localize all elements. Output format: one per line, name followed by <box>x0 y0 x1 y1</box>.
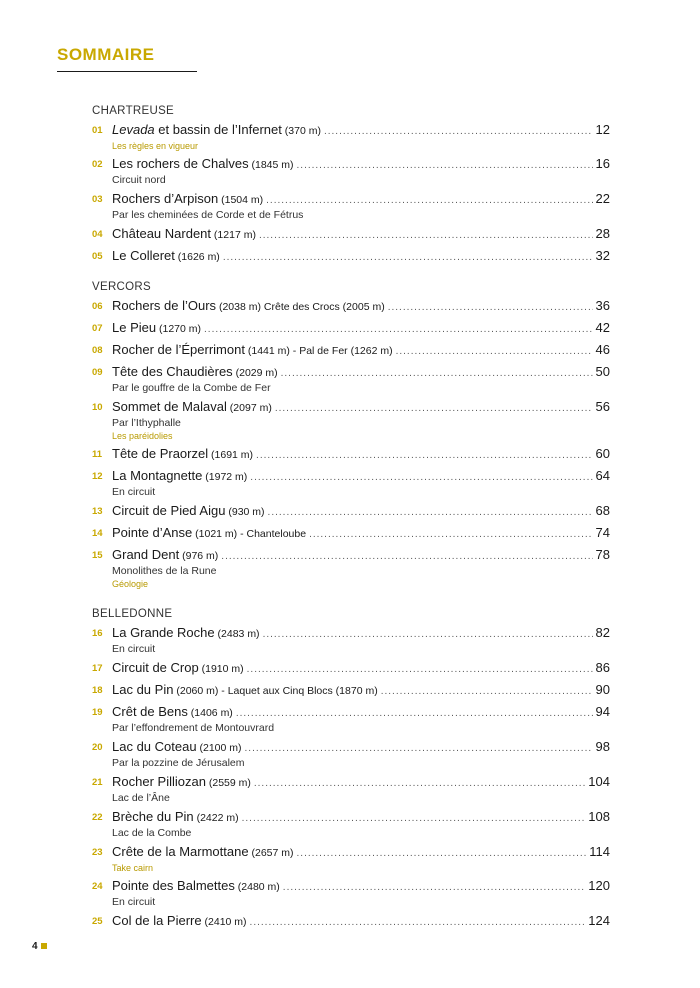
entry-title <box>92 660 244 677</box>
entry-altitude: (1217 m) <box>211 229 256 241</box>
entry-title <box>92 248 220 265</box>
entry-page-number: 108 <box>588 809 610 824</box>
entry-altitude: (976 m) <box>179 550 219 562</box>
dot-leader <box>281 366 593 382</box>
entry-title <box>92 342 393 359</box>
entry-number: 12 <box>92 471 103 482</box>
toc-entry[interactable] <box>92 625 610 656</box>
dot-leader <box>263 627 593 643</box>
dot-leader <box>297 846 587 862</box>
entry-title-text: Crête de la Marmottane <box>112 844 249 859</box>
entry-number: 24 <box>92 881 103 892</box>
entry-subtitle: Monolithes de la Rune <box>112 565 217 577</box>
dot-leader <box>242 811 586 827</box>
entry-altitude: (2029 m) <box>232 367 278 379</box>
entry-row <box>92 364 610 382</box>
entry-title-text: La Grande Roche <box>112 625 215 640</box>
entry-altitude: (2483 m) <box>214 628 260 640</box>
entry-row <box>92 503 610 521</box>
entry-page-number: 124 <box>588 913 610 928</box>
entry-title-text: Pointe des Balmettes <box>112 878 235 893</box>
entry-page-number: 36 <box>595 298 610 313</box>
entry-altitude: (1441 m) - Pal de Fer (1262 m) <box>244 345 393 357</box>
entry-title-text: Circuit de Pied Aigu <box>112 503 226 518</box>
entry-subtitle: Par l’Ithyphalle <box>112 417 181 429</box>
entry-altitude: (2097 m) <box>226 402 272 414</box>
entry-subtitle: Circuit nord <box>112 174 166 186</box>
entry-title-rest: et bassin de l’Infernet <box>154 122 282 137</box>
entry-page-number: 56 <box>595 399 610 414</box>
entry-number: 20 <box>92 742 103 753</box>
dot-leader <box>324 124 593 140</box>
entry-theme-tag: Les paréidolies <box>112 431 173 441</box>
entry-altitude: (1972 m) <box>202 471 248 483</box>
entry-altitude: (930 m) <box>225 506 265 518</box>
entry-theme-tag: Take cairn <box>112 863 154 873</box>
entry-number: 10 <box>92 402 103 413</box>
entry-row <box>92 774 610 792</box>
entry-row <box>92 525 610 543</box>
dot-leader <box>396 344 593 360</box>
toc-entry[interactable] <box>92 226 610 244</box>
dot-leader <box>221 549 592 565</box>
entry-title <box>92 625 260 642</box>
entry-title <box>92 547 218 564</box>
entry-row <box>92 226 610 244</box>
entry-title <box>92 844 294 861</box>
entry-altitude: (2410 m) <box>201 916 247 928</box>
toc-entry[interactable] <box>92 739 610 770</box>
toc-entry[interactable] <box>92 547 610 590</box>
entry-row <box>92 468 610 486</box>
toc-entry[interactable] <box>92 468 610 499</box>
entry-title <box>92 156 294 173</box>
entry-title-text: Grand Dent <box>112 547 180 562</box>
entry-number: 08 <box>92 345 103 356</box>
toc-entry[interactable] <box>92 156 610 187</box>
entry-page-number: 74 <box>595 525 610 540</box>
entry-row <box>92 682 610 700</box>
page-number: 4 <box>32 941 38 952</box>
dot-leader <box>297 158 593 174</box>
entry-altitude: (1406 m) <box>187 707 233 719</box>
entry-row <box>92 660 610 678</box>
entry-number: 17 <box>92 663 103 674</box>
dot-leader <box>259 228 593 244</box>
toc-entry[interactable] <box>92 298 610 316</box>
entry-title-text: Pointe d’Anse <box>112 525 193 540</box>
entry-altitude: (1845 m) <box>248 159 294 171</box>
dot-leader <box>204 322 593 338</box>
entry-row <box>92 342 610 360</box>
entry-title <box>92 739 242 756</box>
table-of-contents <box>92 104 610 935</box>
entry-altitude: (1504 m) <box>218 194 264 206</box>
entry-subtitle: En circuit <box>112 643 156 655</box>
dot-leader <box>256 448 592 464</box>
toc-entry[interactable] <box>92 399 610 442</box>
page-title: SOMMAIRE <box>57 45 155 64</box>
entry-title-text: Tête de Praorzel <box>112 446 209 461</box>
entry-page-number: 94 <box>595 704 610 719</box>
toc-entry[interactable] <box>92 774 610 805</box>
toc-entry[interactable] <box>92 191 610 222</box>
entry-page-number: 104 <box>588 774 610 789</box>
entry-title-text: Lac du Pin <box>112 682 174 697</box>
entry-number: 11 <box>92 449 103 460</box>
entry-subtitle: Par l’effondrement de Montouvrard <box>112 722 275 734</box>
entry-number: 04 <box>92 229 103 240</box>
entry-subtitle: Par le gouffre de la Combe de Fer <box>112 382 271 394</box>
entry-title <box>92 364 278 381</box>
entry-row <box>92 248 610 266</box>
entry-title-text: Rocher Pilliozan <box>112 774 206 789</box>
entry-page-number: 68 <box>595 503 610 518</box>
entry-title-text: Lac du Coteau <box>112 739 197 754</box>
entry-row <box>92 446 610 464</box>
dot-leader <box>254 776 585 792</box>
entry-number: 05 <box>92 251 103 262</box>
toc-entry[interactable] <box>92 913 610 931</box>
entry-title <box>92 399 272 416</box>
entry-altitude: (1691 m) <box>208 449 254 461</box>
page-number-square-icon <box>41 943 47 949</box>
entry-title-italic: Levada <box>112 122 155 137</box>
entry-row <box>92 122 610 140</box>
entry-number: 23 <box>92 847 103 858</box>
entry-title <box>92 191 263 208</box>
toc-entry[interactable] <box>92 248 610 266</box>
entry-altitude: (1270 m) <box>156 323 202 335</box>
entry-page-number: 120 <box>588 878 610 893</box>
toc-entry[interactable] <box>92 342 610 360</box>
entry-altitude: (2060 m) - Laquet aux Cinq Blocs (1870 m) <box>173 685 378 697</box>
entry-page-number: 46 <box>595 342 610 357</box>
toc-entry[interactable] <box>92 660 610 678</box>
entry-title <box>92 226 256 243</box>
entry-row <box>92 399 610 417</box>
entry-altitude: (2422 m) <box>193 812 239 824</box>
entry-number: 14 <box>92 528 103 539</box>
entry-subtitle: En circuit <box>112 486 156 498</box>
dot-leader <box>245 741 593 757</box>
entry-row <box>92 704 610 722</box>
entry-altitude: (370 m) <box>281 125 321 137</box>
entry-title <box>92 878 280 895</box>
entry-row <box>92 844 610 862</box>
dot-leader <box>381 684 593 700</box>
entry-title <box>92 122 321 139</box>
entry-title <box>92 774 251 791</box>
entry-row <box>92 156 610 174</box>
dot-leader <box>268 505 593 521</box>
entry-page-number: 64 <box>595 468 610 483</box>
entry-theme-tag: Géologie <box>112 579 149 589</box>
dot-leader <box>309 527 592 543</box>
entry-title-text: Rochers de l’Ours <box>112 298 217 313</box>
entry-title-text: Le Colleret <box>112 248 175 263</box>
entry-number: 19 <box>92 707 103 718</box>
entry-title-text: Le Pieu <box>112 320 157 335</box>
entry-page-number: 12 <box>595 122 610 137</box>
entry-page-number: 16 <box>595 156 610 171</box>
entry-row <box>92 547 610 565</box>
entry-page-number: 90 <box>595 682 610 697</box>
entry-title-text: Les rochers de Chalves <box>112 156 249 171</box>
entry-subtitle: En circuit <box>112 896 156 908</box>
entry-page-number: 86 <box>595 660 610 675</box>
entry-number: 21 <box>92 777 103 788</box>
entry-altitude: (2480 m) <box>234 881 280 893</box>
entry-title-text: La Montagnette <box>112 468 203 483</box>
entry-row <box>92 913 610 931</box>
dot-leader <box>223 250 593 266</box>
toc-entry[interactable] <box>92 878 610 909</box>
dot-leader <box>250 470 592 486</box>
entry-number: 06 <box>92 301 103 312</box>
dot-leader <box>266 193 592 209</box>
entry-row <box>92 298 610 316</box>
dot-leader <box>275 401 593 417</box>
toc-entry[interactable] <box>92 682 610 700</box>
entry-altitude: (2559 m) <box>205 777 251 789</box>
entry-title <box>92 446 253 463</box>
entry-title <box>92 809 239 826</box>
entry-number: 22 <box>92 812 103 823</box>
toc-entry[interactable] <box>92 704 610 735</box>
entry-number: 03 <box>92 194 103 205</box>
section-heading: VERCORS <box>92 281 151 293</box>
entry-page-number: 82 <box>595 625 610 640</box>
entry-page-number: 78 <box>595 547 610 562</box>
toc-entry[interactable] <box>92 122 610 152</box>
entry-subtitle: Lac de l’Âne <box>112 792 170 804</box>
entry-title-text: Tête des Chaudières <box>112 364 233 379</box>
section-heading: BELLEDONNE <box>92 608 173 620</box>
entry-number: 02 <box>92 159 103 170</box>
dot-leader <box>247 662 593 678</box>
entry-title <box>92 682 378 699</box>
entry-altitude: (2100 m) <box>196 742 242 754</box>
entry-row <box>92 878 610 896</box>
entry-row <box>92 320 610 338</box>
entry-page-number: 32 <box>595 248 610 263</box>
toc-entry[interactable] <box>92 364 610 395</box>
entry-page-number: 42 <box>595 320 610 335</box>
entry-number: 01 <box>92 125 103 136</box>
entry-title-text: Rochers d’Arpison <box>112 191 219 206</box>
toc-entry[interactable] <box>92 503 610 521</box>
entry-theme-tag: Les règles en vigueur <box>112 141 199 151</box>
entry-title <box>92 468 247 485</box>
entry-altitude: (2657 m) <box>248 847 294 859</box>
entry-number: 25 <box>92 916 103 927</box>
entry-title <box>92 503 265 520</box>
toc-entry[interactable] <box>92 320 610 338</box>
entry-page-number: 22 <box>595 191 610 206</box>
entry-row <box>92 191 610 209</box>
entry-page-number: 98 <box>595 739 610 754</box>
entry-row <box>92 625 610 643</box>
entry-number: 18 <box>92 685 103 696</box>
entry-title-text: Crêt de Bens <box>112 704 188 719</box>
entry-title-text: Circuit de Crop <box>112 660 199 675</box>
entry-number: 16 <box>92 628 103 639</box>
toc-entry[interactable] <box>92 446 610 464</box>
entry-row <box>92 739 610 757</box>
dot-leader <box>250 915 586 931</box>
entry-number: 07 <box>92 323 103 334</box>
dot-leader <box>388 300 593 316</box>
toc-entry[interactable] <box>92 844 610 874</box>
title-underline <box>57 71 197 72</box>
entry-row <box>92 809 610 827</box>
entry-title-text: Château Nardent <box>112 226 212 241</box>
entry-number: 09 <box>92 367 103 378</box>
section-heading: CHARTREUSE <box>92 105 175 117</box>
toc-entry[interactable] <box>92 525 610 543</box>
entry-subtitle: Par la pozzine de Jérusalem <box>112 757 245 769</box>
entry-page-number: 28 <box>595 226 610 241</box>
entry-page-number: 114 <box>589 844 610 859</box>
entry-page-number: 60 <box>595 446 610 461</box>
entry-altitude: (1626 m) <box>174 251 220 263</box>
toc-entry[interactable] <box>92 809 610 840</box>
entry-title <box>92 913 247 930</box>
entry-subtitle: Lac de la Combe <box>112 827 192 839</box>
entry-page-number: 50 <box>595 364 610 379</box>
entry-title-text: Sommet de Malaval <box>112 399 227 414</box>
entry-altitude: (2038 m) Crête des Crocs (2005 m) <box>216 301 385 313</box>
entry-subtitle: Par les cheminées de Corde et de Fétrus <box>112 209 304 221</box>
dot-leader <box>283 880 586 896</box>
entry-altitude: (1021 m) - Chanteloube <box>192 528 307 540</box>
entry-title <box>92 525 306 542</box>
dot-leader <box>236 706 593 722</box>
entry-altitude: (1910 m) <box>198 663 244 675</box>
entry-number: 13 <box>92 506 103 517</box>
entry-number: 15 <box>92 550 103 561</box>
entry-title-text: Rocher de l’Éperrimont <box>112 342 245 357</box>
entry-title <box>92 298 385 315</box>
entry-title-text: Col de la Pierre <box>112 913 202 928</box>
entry-title-text: Brèche du Pin <box>112 809 194 824</box>
entry-title <box>92 704 233 721</box>
